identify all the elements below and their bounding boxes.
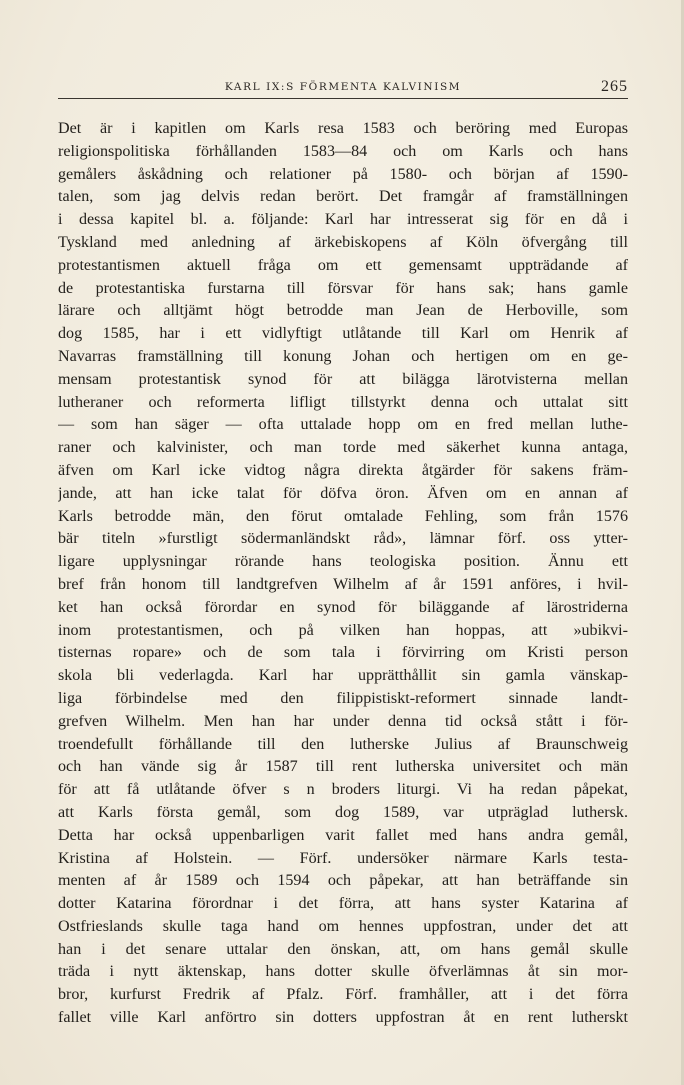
text-line: religionspolitiska förhållanden 1583—84 och om Karls och hans: [58, 142, 628, 160]
text-line: ligare upplysningar rörande hans teologiska position. Ännu ett: [58, 553, 628, 571]
text-line: äfven om Karl icke vidtog några direkta åtgärder för sakens främ-: [58, 461, 628, 479]
text-line: talen, som jag delvis redan berört. Det framgår af framställningen: [58, 188, 628, 206]
text-line: jande, att han icke talat för döfva öron. Äfven om en annan af: [58, 484, 628, 502]
text-line: dog 1585, har i ett vidlyftigt utlåtande till Karl om Henrik af: [58, 325, 628, 343]
text-line: liga förbindelse med den filippistiskt-reformert sinnade landt-: [58, 689, 628, 707]
text-line: för att få utlåtande öfver s n broders liturgi. Vi ha redan påpekat,: [58, 781, 628, 799]
text-line: Tyskland med anledning af ärkebiskopens af Köln öfvergång till: [58, 233, 628, 251]
body-text: [58, 118, 628, 1030]
text-line: gemålers åskådning och relationer på 1580- och början af 1590-: [58, 165, 628, 183]
text-line: — som han säger — ofta uttalade hopp om en fred mellan luthe-: [58, 416, 628, 434]
text-line: protestantismen aktuell fråga om ett gemensamt uppträdande af: [58, 256, 628, 274]
running-title: KARL IX:S FÖRMENTA KALVINISM: [224, 81, 462, 93]
text-line: Kristina af Holstein. — Förf. undersöker närmare Karls testa-: [58, 849, 628, 867]
text-line: Detta har också uppenbarligen varit fallet med hans andra gemål,: [58, 826, 628, 844]
text-line: menten af år 1589 och 1594 och påpekar, att han beträffande sin: [58, 872, 628, 890]
text-line: inom protestantismen, och på vilken han hoppas, att »ubikvi-: [58, 621, 628, 639]
text-line: att Karls första gemål, som dog 1589, var utpräglad luthersk.: [58, 803, 628, 821]
text-line: grefven Wilhelm. Men han har under denna tid också stått i för-: [58, 712, 628, 730]
text-line: lutheraner och reformerta lifligt tillstyrkt denna och uttalat sitt: [58, 393, 628, 411]
text-line: i dessa kapitel bl. a. följande: Karl har intresserat sig för en då i: [58, 211, 628, 229]
text-line: de protestantiska furstarna till försvar för hans sak; hans gamle: [58, 279, 628, 297]
text-line: lärare och alltjämt högt betrodde man Jean de Herboville, som: [58, 302, 628, 320]
text-line: mensam protestantisk synod för att bilägga lärotvisterna mellan: [58, 370, 628, 388]
running-header: [58, 72, 628, 99]
text-line: bref från honom till landtgrefven Wilhelm af år 1591 anföres, i hvil-: [58, 575, 628, 593]
text-line: ket han också förordar en synod för biläggande af lärostriderna: [58, 598, 628, 616]
text-line: dotter Katarina förordnar i det förra, att hans syster Katarina af: [58, 895, 628, 913]
text-line: Navarras framställning till konung Johan och hertigen om en ge-: [58, 347, 628, 365]
text-line: träda i nytt äktenskap, hans dotter skulle öfverlämnas åt sin mor-: [58, 963, 628, 981]
text-line: troendefullt förhållande till den lutherske Julius af Braunschweig: [58, 735, 628, 753]
text-line: raner och kalvinister, och man torde med säkerhet kunna antaga,: [58, 439, 628, 457]
text-line: och han vände sig år 1587 till rent lutherska universitet och män: [58, 758, 628, 776]
text-line: bror, kurfurst Fredrik af Pfalz. Förf. framhåller, att i det förra: [58, 986, 628, 1004]
text-line: skola bli vederlagda. Karl har upprätthållit sin gamla vänskap-: [58, 667, 628, 685]
text-line: Det är i kapitlen om Karls resa 1583 och beröring med Europas: [58, 120, 628, 137]
text-line: tisternas ropare» och de som tala i förvirring om Kristi person: [58, 644, 628, 662]
text-line: Ostfrieslands skulle taga hand om hennes uppfostran, under det att: [58, 917, 628, 935]
text-line: Karls betrodde män, den förut omtalade Fehling, som från 1576: [58, 507, 628, 525]
text-line: bär titeln »furstligt södermanländskt råd», lämnar förf. oss ytter-: [58, 530, 628, 548]
page-number: 265: [601, 78, 628, 95]
text-line: fallet ville Karl anförtro sin dotters uppfostran åt en rent lutherskt: [58, 1009, 628, 1027]
text-line: han i det senare uttalar den önskan, att, om hans gemål skulle: [58, 940, 628, 958]
